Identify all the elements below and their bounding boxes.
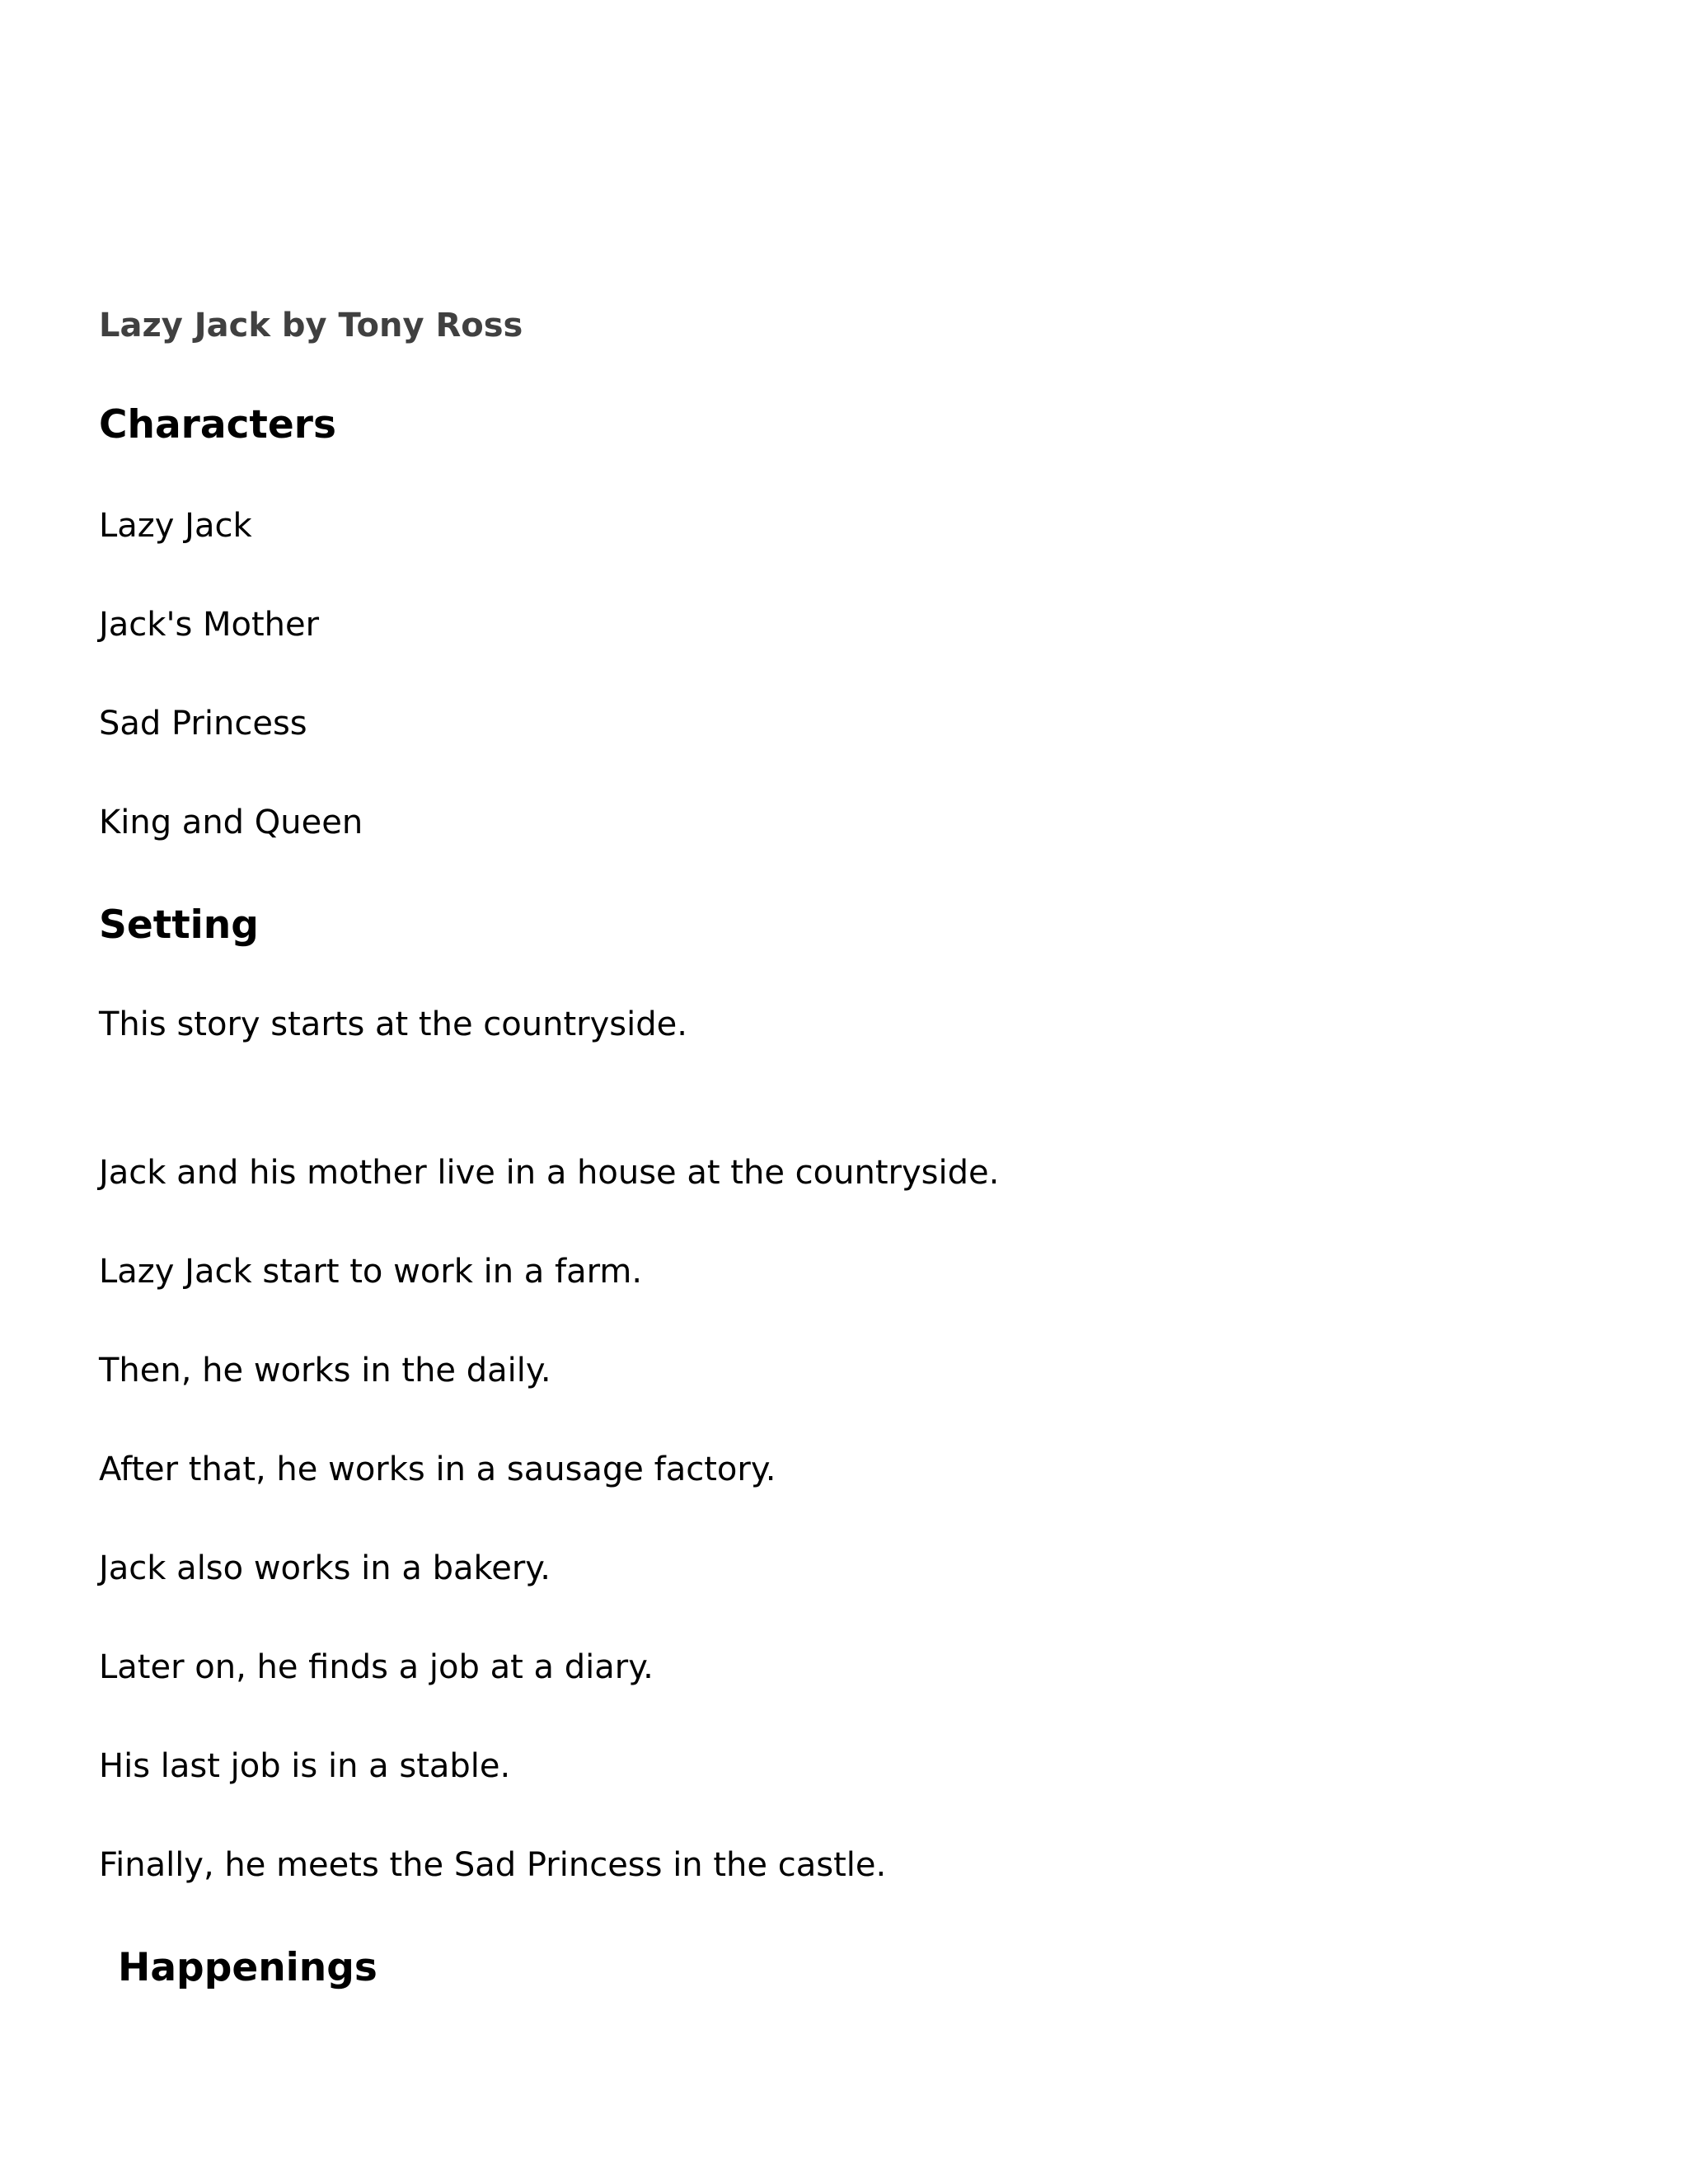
setting-line: Jack and his mother live in a house at the countryside. [99,1154,1000,1192]
setting-line: Finally, he meets the Sad Princess in the castle. [99,1846,887,1884]
setting-line: Later on, he finds a job at a diary. [99,1648,654,1686]
document-title: Lazy Jack by Tony Ross [99,307,523,344]
character-item: King and Queen [99,804,363,841]
setting-line: After that, he works in a sausage factory. [99,1451,776,1488]
setting-line: Lazy Jack start to work in a farm. [99,1253,643,1291]
setting-heading: Setting [99,902,259,948]
happenings-heading: Happenings [118,1945,377,1990]
character-item: Sad Princess [99,705,307,743]
setting-line: Jack also works in a bakery. [99,1549,551,1587]
setting-line: His last job is in a stable. [99,1747,511,1785]
setting-line: Then, he works in the daily. [99,1352,551,1390]
character-item: Jack's Mother [99,606,320,644]
setting-intro: This story starts at the countryside. [99,1005,687,1043]
character-item: Lazy Jack [99,507,252,545]
characters-heading: Characters [99,402,336,448]
